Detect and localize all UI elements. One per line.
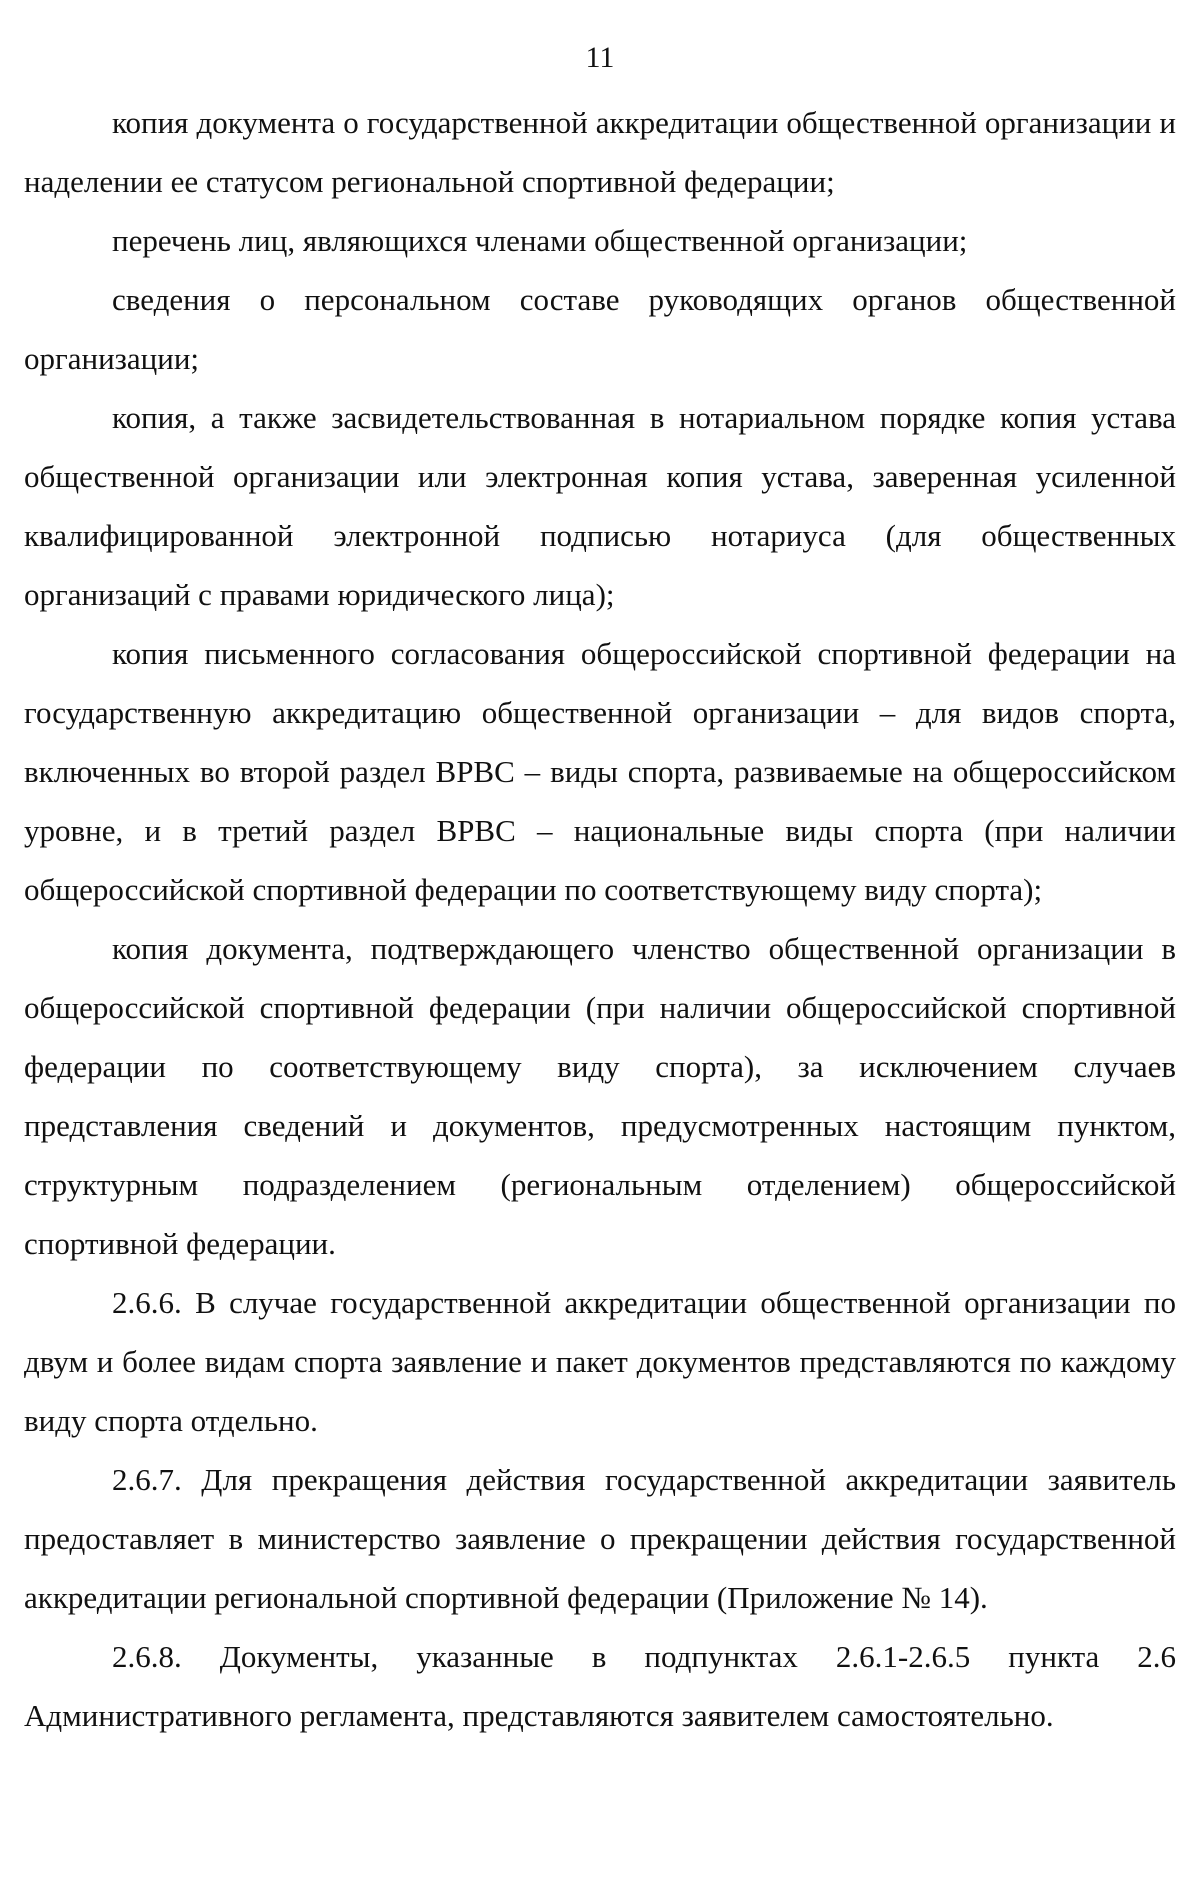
paragraph-member-list: перечень лиц, являющихся членами общественной организации; — [112, 223, 968, 258]
paragraph-2-6-8: 2.6.8. Документы, указанные в подпунктах 2.6.1-2.6.5 пункта 2.6 Административного регламента, представляются заявителем самостоятельно. — [24, 1639, 1176, 1733]
document-page — [24, 0, 1176, 1890]
document-body — [24, 93, 1176, 1745]
page-number: 11 — [585, 41, 615, 74]
paragraph-governing-bodies: сведения о персональном составе руководящих органов общественной организации; — [24, 282, 1176, 376]
paragraph-accreditation-copy: копия документа о государственной аккредитации общественной организации и наделении ее статусом региональной спортивной федерации; — [24, 105, 1176, 199]
paragraph-charter-copy: копия, а также засвидетельствованная в нотариальном порядке копия устава общественной организации или электронная копия устава, заверенная усиленной квалифицированной электронной подписью нотариуса (для общественных организаций с правами юридического лица); — [24, 400, 1176, 612]
paragraph-2-6-7: 2.6.7. Для прекращения действия государственной аккредитации заявитель предоставляет в министерство заявление о прекращении действия государственной аккредитации региональной спортивной федерации (Приложение № 14). — [24, 1462, 1176, 1615]
paragraph-membership-confirmation: копия документа, подтверждающего членство общественной организации в общероссийской спортивной федерации (при наличии общероссийской спортивной федерации по соответствующему виду спорта), за исключением случаев представления сведений и документов, предусмотренных настоящим пунктом, структурным подразделением (региональным отделением) общероссийской спортивной федерации. — [24, 931, 1176, 1261]
paragraph-2-6-6: 2.6.6. В случае государственной аккредитации общественной организации по двум и более видам спорта заявление и пакет документов представляются по каждому виду спорта отдельно. — [24, 1285, 1176, 1438]
paragraph-federation-approval: копия письменного согласования общероссийской спортивной федерации на государственную аккредитацию общественной организации – для видов спорта, включенных во второй раздел ВРВС – виды спорта, развиваемые на общероссийском уровне, и в третий раздел ВРВС – национальные виды спорта (при наличии общероссийской спортивной федерации по соответствующему виду спорта); — [24, 636, 1176, 907]
